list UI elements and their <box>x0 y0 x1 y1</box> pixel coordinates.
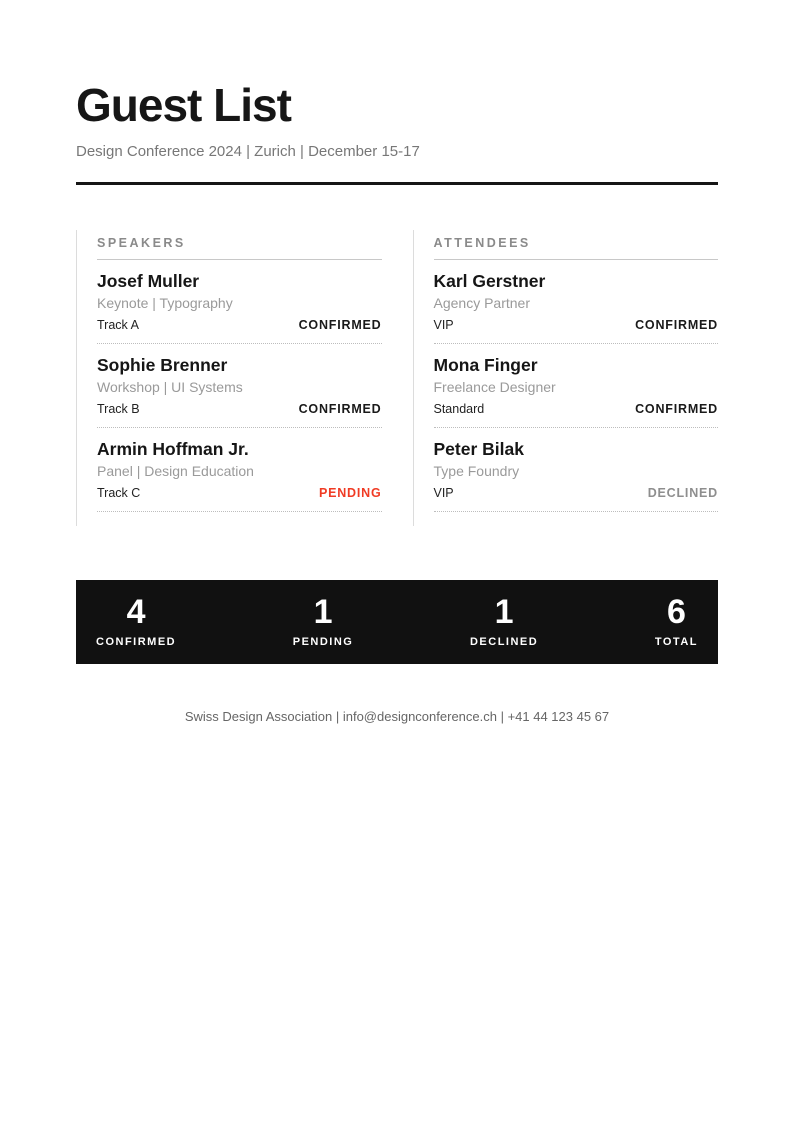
guest-meta-row <box>97 402 382 416</box>
guest-status: PENDING <box>318 485 382 500</box>
guest-name: Armin Hoffman Jr. <box>97 438 249 459</box>
stat-value: 6 <box>666 593 686 632</box>
guest-name: Mona Finger <box>433 354 538 375</box>
guest-status: CONFIRMED <box>635 401 718 416</box>
guest-role: Keynote | Typography <box>97 294 233 311</box>
guest-meta-row <box>97 318 382 332</box>
guest-tag: Track C <box>97 485 141 500</box>
stat-confirmed <box>96 595 176 648</box>
guest-name: Karl Gerstner <box>433 270 546 291</box>
guest-entry <box>97 428 382 512</box>
guest-status: CONFIRMED <box>298 401 382 416</box>
section-heading-attendees: ATTENDEES <box>434 236 719 260</box>
guest-tag: VIP <box>433 485 454 500</box>
guest-entry <box>97 344 382 428</box>
guest-status: DECLINED <box>647 485 718 500</box>
header-rule <box>76 182 718 185</box>
stat-total <box>655 595 698 648</box>
guest-role: Panel | Design Education <box>97 462 254 479</box>
guest-entry <box>434 428 719 512</box>
stat-label: DECLINED <box>469 636 539 649</box>
guest-tag: Track B <box>97 401 140 416</box>
guest-role: Workshop | UI Systems <box>97 378 243 395</box>
stat-declined <box>470 595 538 648</box>
stat-value: 1 <box>494 593 514 632</box>
guest-role: Freelance Designer <box>433 378 556 395</box>
guest-status: CONFIRMED <box>298 317 382 332</box>
stats-bar <box>76 580 718 664</box>
guest-columns <box>76 230 718 526</box>
guest-meta-row <box>434 318 719 332</box>
page-subtitle: Design Conference 2024 | Zurich | December 15-17 <box>76 142 420 160</box>
guest-tag: Standard <box>433 401 485 416</box>
stat-label: CONFIRMED <box>96 636 177 649</box>
section-heading-speakers: SPEAKERS <box>97 236 382 260</box>
guest-role: Type Foundry <box>433 462 520 479</box>
stat-label: PENDING <box>292 636 354 649</box>
guest-status: CONFIRMED <box>635 317 718 332</box>
guest-name: Peter Bilak <box>433 438 524 459</box>
guest-entry <box>434 260 719 344</box>
guest-tag: Track A <box>97 317 139 332</box>
section-attendees <box>413 230 719 526</box>
guest-name: Josef Muller <box>97 270 200 291</box>
guest-meta-row <box>97 486 382 500</box>
header <box>76 0 718 185</box>
page-title: Guest List <box>76 79 291 131</box>
stat-label: TOTAL <box>654 636 698 649</box>
stat-value: 4 <box>126 593 146 632</box>
guest-name: Sophie Brenner <box>97 354 228 375</box>
guest-meta-row <box>434 402 719 416</box>
guest-meta-row <box>434 486 719 500</box>
guest-entry <box>434 344 719 428</box>
stat-value: 1 <box>313 593 333 632</box>
stat-pending <box>293 595 354 648</box>
footer-contact: Swiss Design Association | info@designconference.ch | +41 44 123 45 67 <box>184 708 610 724</box>
section-speakers <box>76 230 382 526</box>
guest-role: Agency Partner <box>433 294 530 311</box>
guest-tag: VIP <box>433 317 454 332</box>
guest-entry <box>97 260 382 344</box>
